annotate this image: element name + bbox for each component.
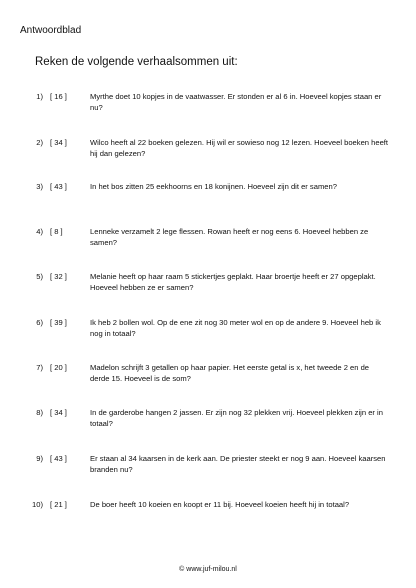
question-text: Wilco heeft al 22 boeken gelezen. Hij wil er sowieso nog 12 lezen. Hoeveel boeken heeft hij dan gelezen? — [90, 138, 389, 158]
answer: [ 43 ] — [50, 182, 67, 191]
question-number: 4) — [36, 227, 43, 236]
question-text: Myrthe doet 10 kopjes in de vaatwasser. Er stonden er al 6 in. Hoeveel kopjes staan er nu? — [90, 92, 382, 112]
question-number: 9) — [36, 454, 43, 463]
question-number: 10) — [32, 500, 43, 509]
answer: [ 8 ] — [50, 227, 63, 236]
question-text: Madelon schrijft 3 getallen op haar papier. Het eerste getal is x, het tweede 2 en de derde 15. Hoeveel is de som? — [90, 363, 370, 383]
question-text: Melanie heeft op haar raam 5 stickertjes geplakt. Haar broertje heeft er 27 opgeplakt. Hoeveel hebben ze er samen? — [90, 272, 376, 292]
footer-copyright: © www.juf-milou.nl — [179, 566, 237, 573]
question-number: 7) — [36, 363, 43, 372]
question-number: 1) — [36, 92, 43, 101]
answer: [ 21 ] — [50, 500, 67, 509]
answer: [ 34 ] — [50, 138, 67, 147]
answer: [ 43 ] — [50, 454, 67, 463]
question-text: In het bos zitten 25 eekhoorns en 18 konijnen. Hoeveel zijn dit er samen? — [90, 182, 337, 191]
question-text: De boer heeft 10 koeien en koopt er 11 bij. Hoeveel koeien heeft hij in totaal? — [90, 500, 350, 509]
question-text: Ik heb 2 bollen wol. Op de ene zit nog 30 meter wol en op de andere 9. Hoeveel heb ik nog in totaal? — [90, 318, 381, 338]
answer: [ 16 ] — [50, 92, 67, 101]
instructions: Reken de volgende verhaalsommen uit: — [35, 56, 238, 68]
answer: [ 32 ] — [50, 272, 67, 281]
question-text: Lenneke verzamelt 2 lege flessen. Rowan heeft er nog eens 6. Hoeveel hebben ze samen? — [90, 227, 369, 247]
answer: [ 39 ] — [50, 318, 67, 327]
page-title: Antwoordblad — [20, 25, 82, 36]
question-text: In de garderobe hangen 2 jassen. Er zijn nog 32 plekken vrij. Hoeveel plekken zijn er in totaal? — [90, 408, 383, 428]
question-number: 2) — [36, 138, 43, 147]
question-number: 3) — [36, 182, 43, 191]
answer: [ 20 ] — [50, 363, 67, 372]
question-number: 5) — [36, 272, 43, 281]
question-text: Er staan al 34 kaarsen in de kerk aan. De priester steekt er nog 9 aan. Hoeveel kaarsen branden nu? — [90, 454, 386, 474]
question-number: 8) — [36, 408, 43, 417]
answer: [ 34 ] — [50, 408, 67, 417]
question-number: 6) — [36, 318, 43, 327]
